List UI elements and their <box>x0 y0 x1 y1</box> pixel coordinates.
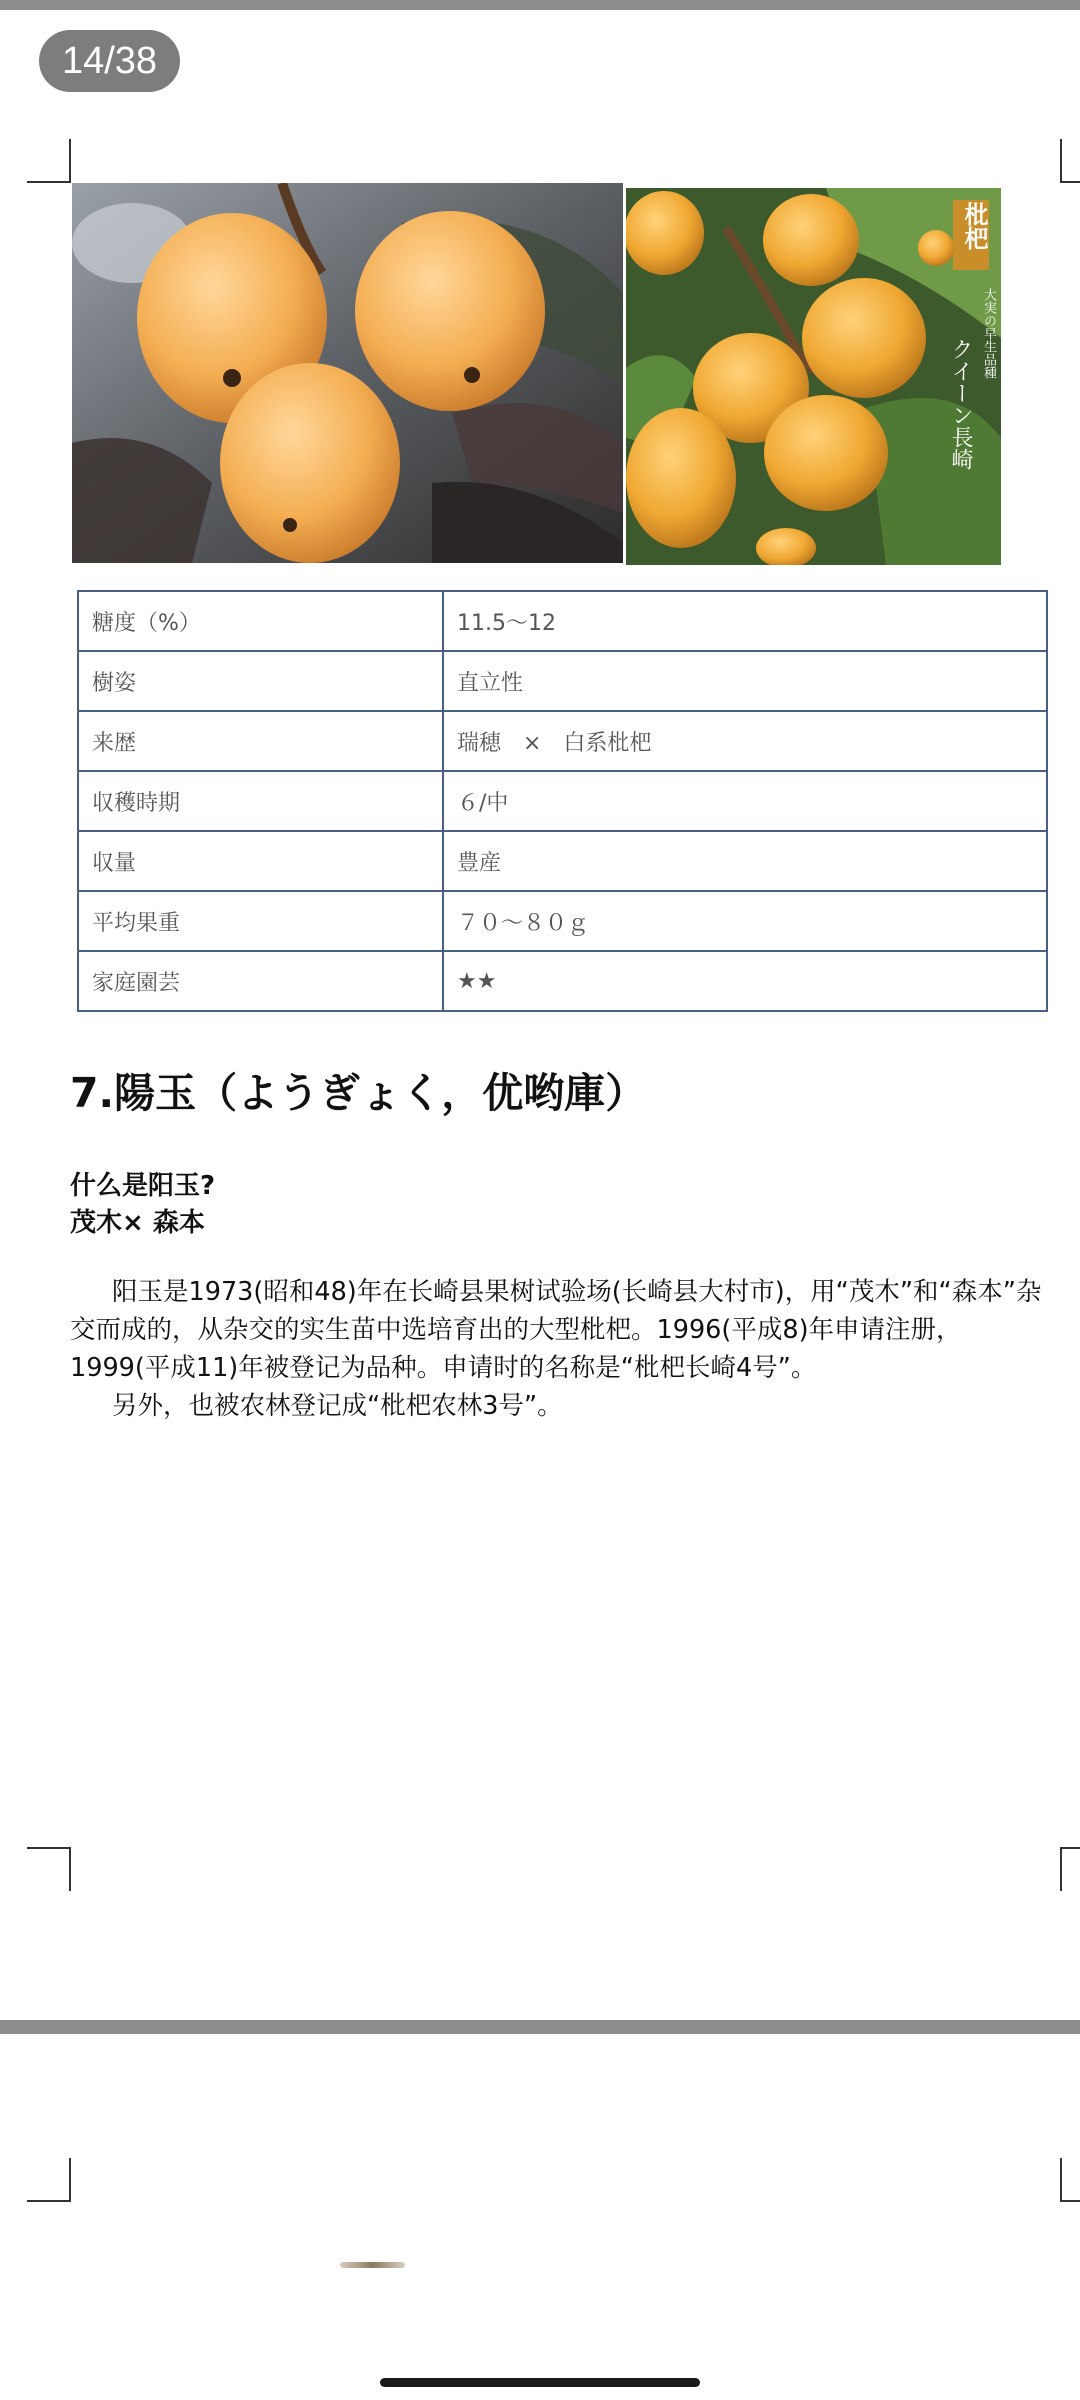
photo-caption-name: クイーン長崎 <box>948 338 973 470</box>
loquat-photo-right <box>626 188 1001 565</box>
crop-mark-top-left <box>27 139 71 183</box>
body-paragraph-2: 另外，也被农林登记成“枇杷农林3号”。 <box>112 1391 563 1421</box>
table-row <box>78 591 1047 651</box>
table-value-cell: ６/中 <box>443 771 1047 831</box>
crop-mark-top-left <box>27 2158 71 2202</box>
table-row <box>78 951 1047 1011</box>
section-parentage: 茂木× 森本 <box>70 1208 205 1238</box>
top-page-separator <box>0 0 1080 10</box>
table-value-cell: 瑞穂 × 白系枇杷 <box>443 711 1047 771</box>
table-row <box>78 891 1047 951</box>
table-key-cell: 平均果重 <box>78 891 443 951</box>
page-separator <box>0 2020 1080 2034</box>
table-value-cell: 豊産 <box>443 831 1047 891</box>
home-indicator[interactable] <box>380 2378 700 2387</box>
table-key-cell: 収穫時期 <box>78 771 443 831</box>
photo-caption-subtitle: 大実の早生品種 <box>981 288 996 379</box>
table-value-cell: ７０～８０ｇ <box>443 891 1047 951</box>
section-question: 什么是阳玉? <box>70 1171 216 1201</box>
table-row <box>78 651 1047 711</box>
section-heading: 7.陽玉（ようぎょく，优哟庫） <box>70 1069 647 1117</box>
table-row <box>78 771 1047 831</box>
crop-mark-bottom-left <box>27 1847 71 1891</box>
table-value-cell: 直立性 <box>443 651 1047 711</box>
table-row <box>78 831 1047 891</box>
page-counter: 14/38 <box>39 30 180 92</box>
table-row <box>78 711 1047 771</box>
crop-mark-bottom-right <box>1060 1847 1080 1891</box>
table-key-cell: 収量 <box>78 831 443 891</box>
photo-caption-title: 枇杷 <box>960 202 988 250</box>
next-page-image-fragment <box>340 2262 405 2268</box>
crop-mark-top-right <box>1060 2158 1080 2202</box>
table-value-cell: 11.5～12 <box>443 591 1047 651</box>
table-key-cell: 樹姿 <box>78 651 443 711</box>
crop-mark-top-right <box>1060 139 1080 183</box>
body-paragraph-1: 阳玉是1973(昭和48)年在长崎县果树试验场(长崎县大村市)，用“茂木”和“森本”杂交而成的，从杂交的实生苗中选培育出的大型枇杷。1996(平成8)年申请注册，1999(平成11)年被登记为品种。申请时的名称是“枇杷长崎4号”。 <box>70 1277 1042 1383</box>
table-key-cell: 糖度（%） <box>78 591 443 651</box>
loquat-photo-left <box>72 183 623 563</box>
spec-table <box>77 590 1048 1012</box>
table-value-cell: ★★ <box>443 951 1047 1011</box>
table-key-cell: 家庭園芸 <box>78 951 443 1011</box>
table-key-cell: 来歴 <box>78 711 443 771</box>
